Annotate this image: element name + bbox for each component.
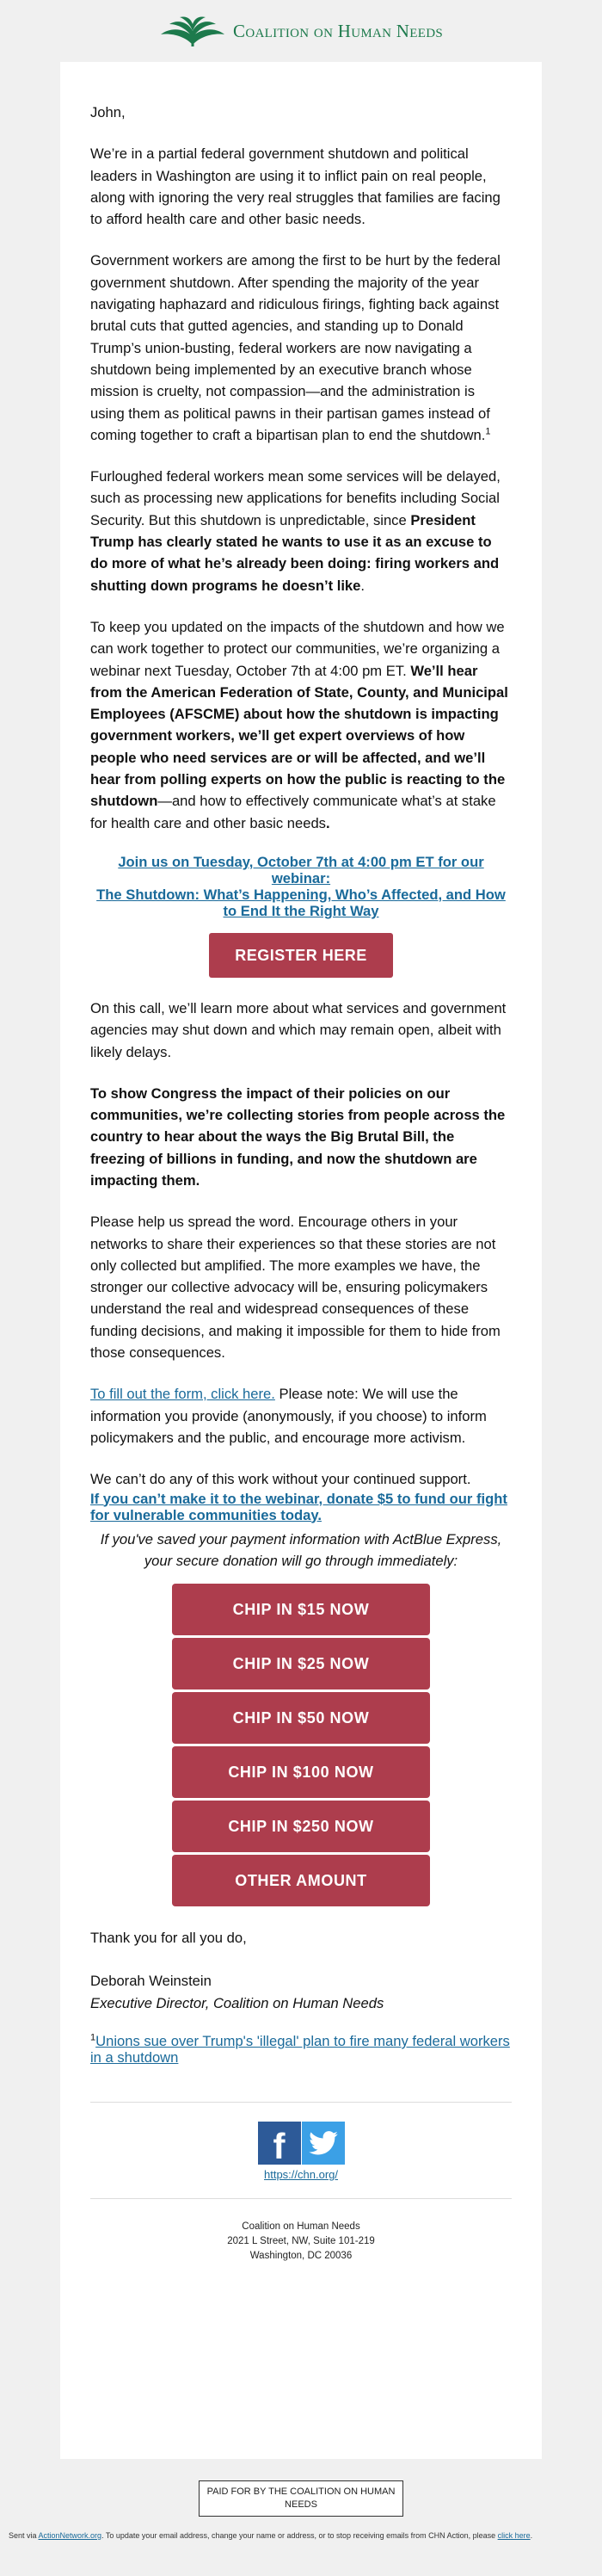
mailing-address — [90, 2220, 512, 2264]
fine-print-c: . — [530, 2531, 533, 2540]
form-link[interactable]: To fill out the form, click here. — [90, 1386, 275, 1403]
paragraph-8 — [90, 1383, 512, 1449]
other-amount-button[interactable]: OTHER AMOUNT — [172, 1855, 430, 1906]
fine-print-a: Sent via — [9, 2531, 39, 2540]
twitter-bird-icon — [309, 2131, 338, 2155]
footnote-link[interactable]: Unions sue over Trump's 'illegal' plan to fire many federal workers in a shutdown — [90, 2033, 510, 2066]
chip-in-25-button[interactable]: CHIP IN $25 NOW — [172, 1638, 430, 1690]
chip-in-250-button[interactable]: CHIP IN $250 NOW — [172, 1801, 430, 1852]
footnote — [90, 2033, 512, 2066]
paragraph-4-bold: We’ll hear from the American Federation of State, County, and Municipal Employees (AFSCME) about how the shutdown is impacting government workers, we’ll get expert overviews of how people who need services are or will be affected, and we’ll hear from polling experts on how the public is reacting to the shutdown — [90, 662, 508, 810]
donation-buttons — [90, 1584, 512, 1906]
social-links — [90, 2122, 512, 2181]
facebook-icon[interactable]: f — [258, 2122, 301, 2165]
footer-divider — [90, 2102, 512, 2103]
paragraph-7: Please help us spread the word. Encourage others in your networks to share their experiences so that these stories are not only collected but amplified. The more examples we have, the stronger our collective advocacy will be, ensuring policymakers understand the real and widespread consequences of these funding decisions, and making it impossible for them to hide from those consequences. — [90, 1214, 501, 1362]
paid-for-disclaimer: PAID FOR BY THE COALITION ON HUMAN NEEDS — [199, 2480, 403, 2517]
paragraph-3-bold: President Trump has clearly stated he wants to use it as an excuse to do more of what he’s already been doing: firing workers and shutting down programs he doesn’t like — [90, 511, 500, 594]
register-button[interactable]: REGISTER HERE — [209, 933, 393, 978]
unsubscribe-fine-print — [9, 2530, 593, 2541]
signer-title: Executive Director, Coalition on Human Needs — [90, 1994, 384, 2011]
paragraph-4-text-c: —and how to effectively communicate what’s at stake for health care and other basic needs — [90, 793, 496, 831]
footnote-number: 1 — [90, 2032, 96, 2043]
paragraph-1: We’re in a partial federal government shutdown and political leaders in Washington are using it to inflict pain on real people, along with ignoring the very real struggles that families are facing to afford health care and other basic needs. — [90, 145, 501, 228]
address-line-1: Coalition on Human Needs — [242, 2221, 360, 2233]
paragraph-2 — [90, 250, 512, 446]
tree-logo-icon[interactable] — [159, 15, 226, 46]
greeting: John, — [90, 104, 126, 120]
paragraph-8-text: Please note: We will use the information you provide (anonymously, if you choose) to inform policymakers and the public, and encourage more activism. — [90, 1386, 487, 1446]
paragraph-3-text-c: . — [360, 577, 366, 594]
thanks-line: Thank you for all you do, — [90, 1930, 247, 1947]
address-divider — [90, 2198, 512, 2199]
paragraph-4-text-a: To keep you updated on the impacts of the shutdown and how we can work together to protect our communities, we’re organizing a webinar next Tuesday, October 7th at 4:00 pm ET. — [90, 618, 505, 679]
chip-in-100-button[interactable]: CHIP IN $100 NOW — [172, 1746, 430, 1798]
fine-print-b: . To update your email address, change your name or address, or to stop receiving emails from CHN Action, please — [101, 2531, 498, 2540]
webinar-link-line-2[interactable]: The Shutdown: What’s Happening, Who’s Affected, and How to End It the Right Way — [96, 886, 506, 919]
paragraph-3 — [90, 466, 512, 596]
signer-name: Deborah Weinstein — [90, 1973, 212, 1990]
actblue-note: If you've saved your payment information with ActBlue Express, your secure donation will go through immediately: — [100, 1530, 502, 1569]
paragraph-4 — [90, 616, 512, 834]
address-line-2: 2021 L Street, NW, Suite 101-219 — [227, 2236, 375, 2247]
email-header — [0, 0, 602, 62]
webinar-link[interactable] — [90, 854, 512, 919]
paragraph-3-text-a: Furloughed federal workers mean some services will be delayed, such as processing new applications for benefits including Social Security. But this shutdown is unpredictable, since — [90, 468, 501, 528]
twitter-icon[interactable] — [302, 2122, 345, 2165]
footnote-mark: 1 — [485, 426, 491, 437]
paragraph-6 — [90, 1083, 512, 1191]
paragraph-4-bold-end: . — [325, 814, 330, 831]
chip-in-15-button[interactable]: CHIP IN $15 NOW — [172, 1584, 430, 1635]
website-link[interactable]: https://chn.org/ — [264, 2168, 338, 2182]
org-name: Coalition on Human Needs — [233, 20, 443, 41]
paragraph-9: We can’t do any of this work without your continued support. — [90, 1471, 471, 1488]
email-body-card — [60, 62, 542, 2459]
donate-link[interactable]: If you can’t make it to the webinar, donate $5 to fund our fight for vulnerable communities today. — [90, 1490, 507, 1523]
social-icons — [258, 2122, 345, 2165]
action-network-link[interactable]: ActionNetwork.org — [38, 2531, 102, 2540]
webinar-link-line-1[interactable]: Join us on Tuesday, October 7th at 4:00 pm ET for our webinar: — [118, 853, 484, 886]
unsubscribe-link[interactable]: click here — [497, 2531, 531, 2540]
paragraph-6-bold: To show Congress the impact of their policies on our communities, we’re collecting stories from people across the country to hear about the ways the Big Brutal Bill, the freezing of billions in funding, and now the shutdown are impacting them. — [90, 1084, 506, 1189]
paragraph-2-text: Government workers are among the first to be hurt by the federal government shutdown. After spending the majority of the year navigating haphazard and ridiculous firings, fighting back against brutal cuts that gutted agencies, and standing up to Donald Trump’s union-busting, federal workers are now navigating a shutdown being implemented by an executive branch whose mission is cruelty, not compassion—and the administration is using them as political pawns in their partisan games instead of coming together to craft a bipartisan plan to end the shutdown. — [90, 252, 501, 443]
chip-in-50-button[interactable]: CHIP IN $50 NOW — [172, 1692, 430, 1744]
address-line-3: Washington, DC 20036 — [249, 2251, 353, 2262]
paragraph-5: On this call, we’ll learn more about what services and government agencies may shut down and which may remain open, albeit with likely delays. — [90, 999, 507, 1060]
